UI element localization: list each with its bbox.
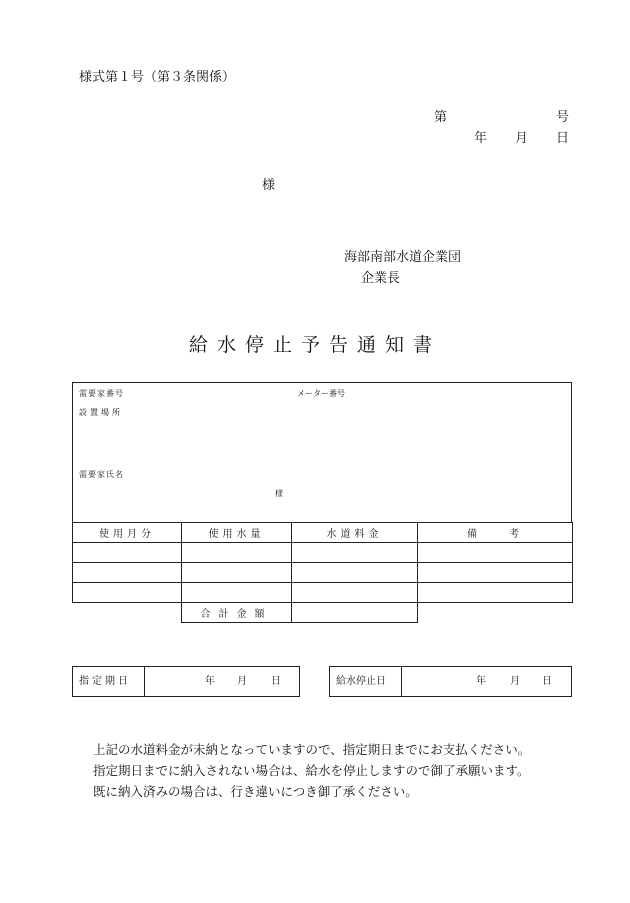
form-number: 様式第１号（第３条関係） <box>79 70 236 85</box>
due-date-month: 月 <box>237 676 247 687</box>
empty-cell <box>418 603 573 623</box>
recipient-honorific: 様 <box>262 178 276 193</box>
table-cell[interactable] <box>418 543 573 563</box>
customer-name-label: 需要家氏名 <box>79 470 124 479</box>
table-header-row <box>73 523 573 543</box>
document-number-prefix: 第 <box>434 110 448 125</box>
stop-date-label: 給水停止日 <box>330 667 402 696</box>
due-date-year: 年 <box>205 676 215 687</box>
table-cell[interactable] <box>182 583 292 603</box>
due-date-day: 日 <box>271 676 281 687</box>
document-title: 給水停止予告通知書 <box>188 334 441 356</box>
stop-date-month: 月 <box>510 676 520 687</box>
table-row <box>73 583 573 603</box>
table-cell[interactable] <box>182 563 292 583</box>
table-cell[interactable] <box>418 583 573 603</box>
stop-date-box <box>329 666 572 697</box>
stop-date-day: 日 <box>542 676 552 687</box>
usage-table <box>72 522 573 623</box>
table-cell[interactable] <box>292 563 418 583</box>
meter-number-label: メーター番号 <box>297 389 345 398</box>
notice-message-line-1: 上記の水道料金が未納となっていますので、指定期日までにお支払ください。 <box>93 742 531 757</box>
due-date-box <box>72 666 300 697</box>
notice-message-line-3: 既に納入済みの場合は、行き違いにつき御了承ください。 <box>93 784 418 799</box>
customer-honorific: 様 <box>275 489 283 498</box>
customer-info-box <box>72 382 572 523</box>
customer-number-label: 需要家番号 <box>79 389 124 398</box>
table-cell[interactable] <box>418 563 573 583</box>
table-row <box>73 543 573 563</box>
table-cell[interactable] <box>73 583 182 603</box>
stop-date-year: 年 <box>476 676 486 687</box>
notice-message-line-2: 指定期日までに納入されない場合は、給水を停止しますので御了承願います。 <box>93 763 530 778</box>
total-amount-label: 合計金額 <box>182 603 292 623</box>
table-cell[interactable] <box>292 543 418 563</box>
table-cell[interactable] <box>73 543 182 563</box>
empty-cell <box>73 603 182 623</box>
table-row <box>73 563 573 583</box>
issue-year-label: 年 <box>474 131 488 146</box>
column-header-water-fee: 水道料金 <box>292 523 418 543</box>
issuer-title: 企業長 <box>361 271 401 286</box>
table-cell[interactable] <box>73 563 182 583</box>
due-date-label: 指定期日 <box>73 667 145 696</box>
column-header-remarks: 備 考 <box>418 523 573 543</box>
total-row <box>73 603 573 623</box>
issuer-organization: 海部南部水道企業団 <box>344 250 462 265</box>
document-number-suffix: 号 <box>556 110 570 125</box>
column-header-usage-volume: 使用水量 <box>182 523 292 543</box>
column-header-usage-month: 使用月分 <box>73 523 182 543</box>
table-cell[interactable] <box>182 543 292 563</box>
table-cell[interactable] <box>292 583 418 603</box>
installation-location-label: 設置場所 <box>79 408 123 417</box>
issue-day-label: 日 <box>556 131 570 146</box>
issue-month-label: 月 <box>515 131 529 146</box>
total-amount-cell[interactable] <box>292 603 418 623</box>
